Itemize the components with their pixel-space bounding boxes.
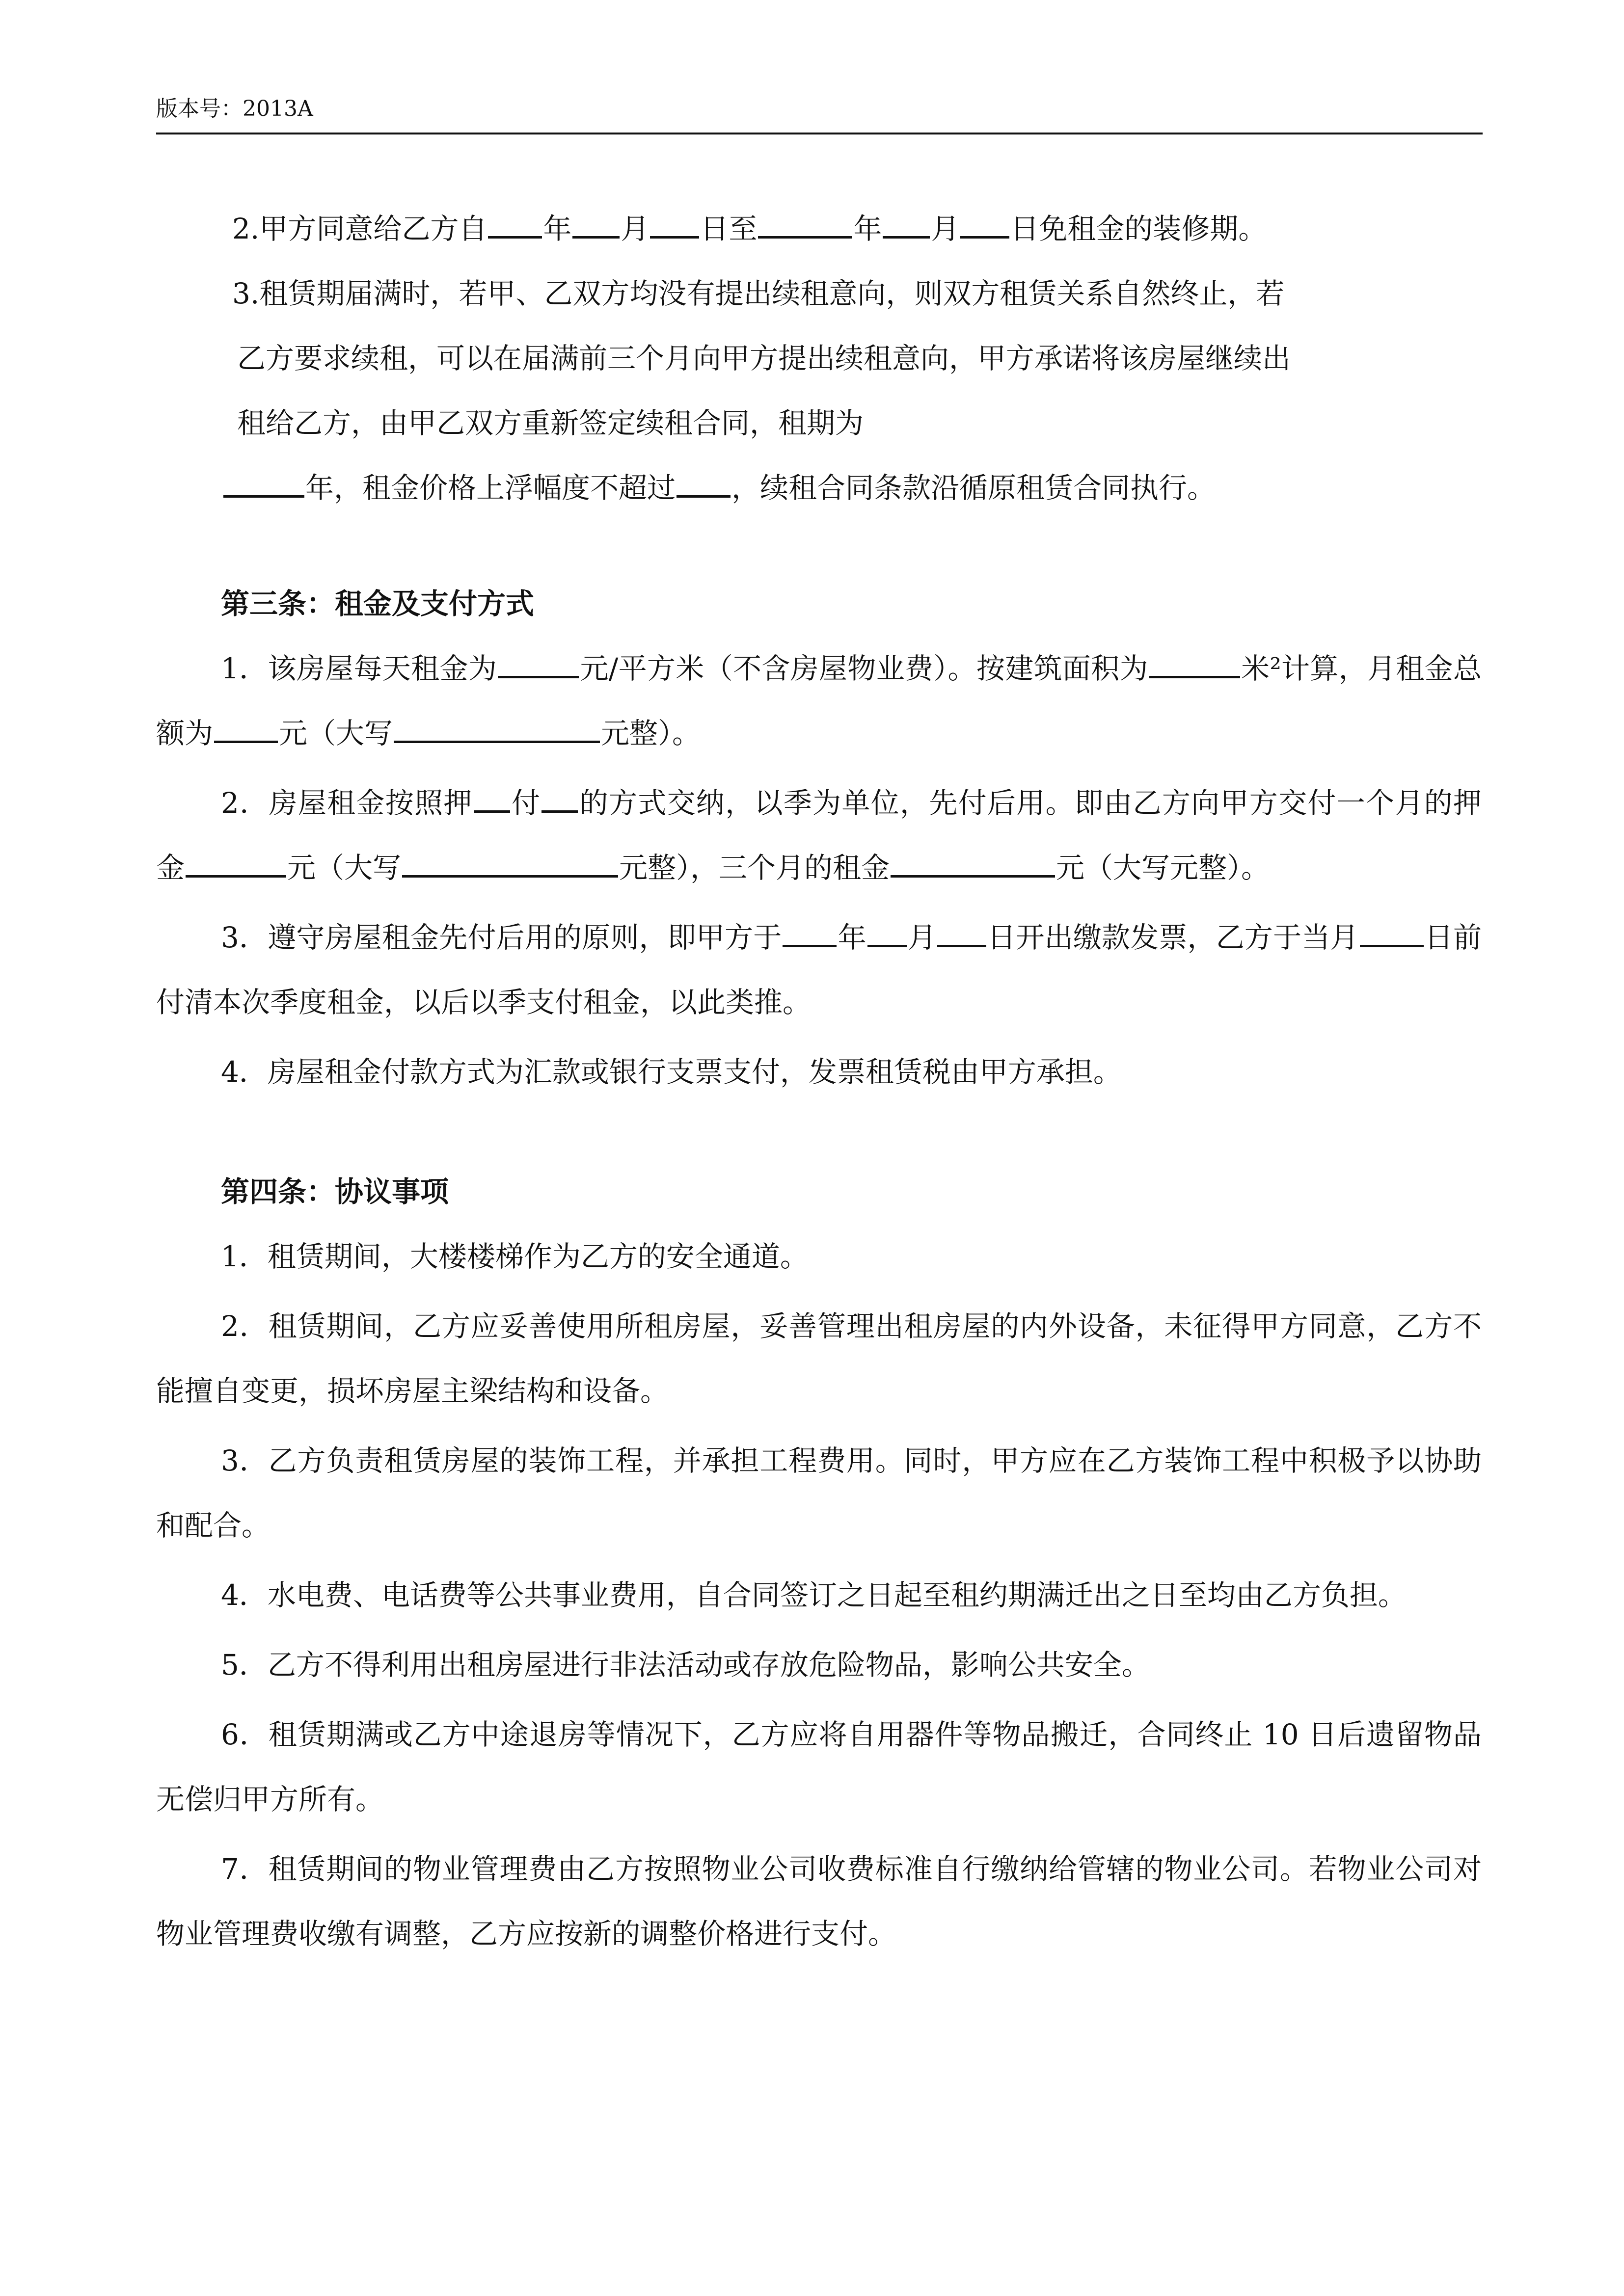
version-header: 版本号：2013A	[156, 96, 313, 121]
blank-field[interactable]	[498, 653, 579, 678]
agreement-item: 3．乙方负责租赁房屋的装饰工程，并承担工程费用。同时，甲方应在乙方装饰工程中积极予以协助和配合。	[156, 1444, 1482, 1542]
agreement-item: 2．租赁期间，乙方应妥善使用所租房屋，妥善管理出租房屋的内外设备，未征得甲方同意，乙方不能擅自变更，损坏房屋主梁结构和设备。	[156, 1309, 1482, 1408]
blank-field[interactable]	[758, 214, 852, 239]
agreement-item: 6．租赁期满或乙方中途退房等情况下，乙方应将自用器件等物品搬迁，合同终止 10 日后遗留物品无偿归甲方所有。	[156, 1718, 1482, 1816]
agreement-item: 7．租赁期间的物业管理费由乙方按照物业公司收费标准自行缴纳给管辖的物业公司。若物业公司对物业管理费收缴有调整，乙方应按新的调整价格进行支付。	[156, 1852, 1482, 1950]
blank-field[interactable]	[867, 922, 907, 947]
header-divider	[156, 133, 1483, 134]
blank-field[interactable]	[223, 473, 304, 498]
blank-field[interactable]	[214, 718, 278, 743]
agreement-item: 4．水电费、电话费等公共事业费用，自合同签订之日起至租约期满迁出之日至均由乙方负担。	[221, 1578, 1407, 1612]
blank-field[interactable]	[937, 922, 986, 947]
agreement-item: 1．租赁期间，大楼楼梯作为乙方的安全通道。	[221, 1240, 809, 1273]
payment-method-clause: 4．房屋租金付款方式为汇款或银行支票支付，发票租赁税由甲方承担。	[221, 1055, 1122, 1089]
blank-field[interactable]	[650, 214, 699, 239]
blank-field[interactable]	[402, 853, 618, 878]
blank-field[interactable]	[891, 853, 1055, 878]
contract-body	[156, 196, 1482, 1966]
article-4-title: 第四条：协议事项	[221, 1175, 449, 1208]
blank-field[interactable]	[541, 788, 578, 813]
blank-field[interactable]	[677, 473, 731, 498]
article-3-title: 第三条：租金及支付方式	[221, 587, 535, 620]
blank-field[interactable]	[1360, 922, 1424, 947]
blank-field[interactable]	[960, 214, 1009, 239]
blank-field[interactable]	[1149, 653, 1240, 678]
invoice-clause: 3．遵守房屋租金先付后用的原则，即甲方于 年 月 日开出缴款发票，乙方于当月 日前付清本次季度租金，以后以季支付租金，以此类推。	[156, 921, 1482, 1019]
blank-field[interactable]	[488, 214, 542, 239]
agreement-item: 5．乙方不得利用出租房屋进行非法活动或存放危险物品，影响公共安全。	[221, 1648, 1150, 1682]
blank-field[interactable]	[186, 853, 286, 878]
blank-field[interactable]	[883, 214, 930, 239]
deposit-clause: 2．房屋租金按照押 付 的方式交纳，以季为单位，先付后用。即由乙方向甲方交付一个月的押金 元（大写 元整），三个月的租金 元（大写元整）。	[156, 786, 1482, 884]
blank-field[interactable]	[572, 214, 620, 239]
renewal-clause: 3.租赁期届满时，若甲、乙双方均没有提出续租意向，则双方租赁关系自然终止，若 乙方要求续租，可以在届满前三个月向甲方提出续租意向，甲方承诺将该房屋继续出 租给乙方，由甲乙双方重新签定续租合同，租期为 年，租金价格上浮幅度不超过 ，续租合同条款沿循原租赁合同执行。	[156, 261, 1482, 520]
blank-field[interactable]	[474, 788, 510, 813]
blank-field[interactable]	[783, 922, 837, 947]
blank-field[interactable]	[394, 718, 600, 743]
renovation-period-clause: 2.甲方同意给乙方自 年 月 日至 年 月 日免租金的装修期。	[232, 212, 1267, 245]
rent-amount-clause: 1．该房屋每天租金为 元/平方米（不含房屋物业费）。按建筑面积为 米²计算，月租金总额为 元（大写 元整）。	[156, 652, 1482, 750]
